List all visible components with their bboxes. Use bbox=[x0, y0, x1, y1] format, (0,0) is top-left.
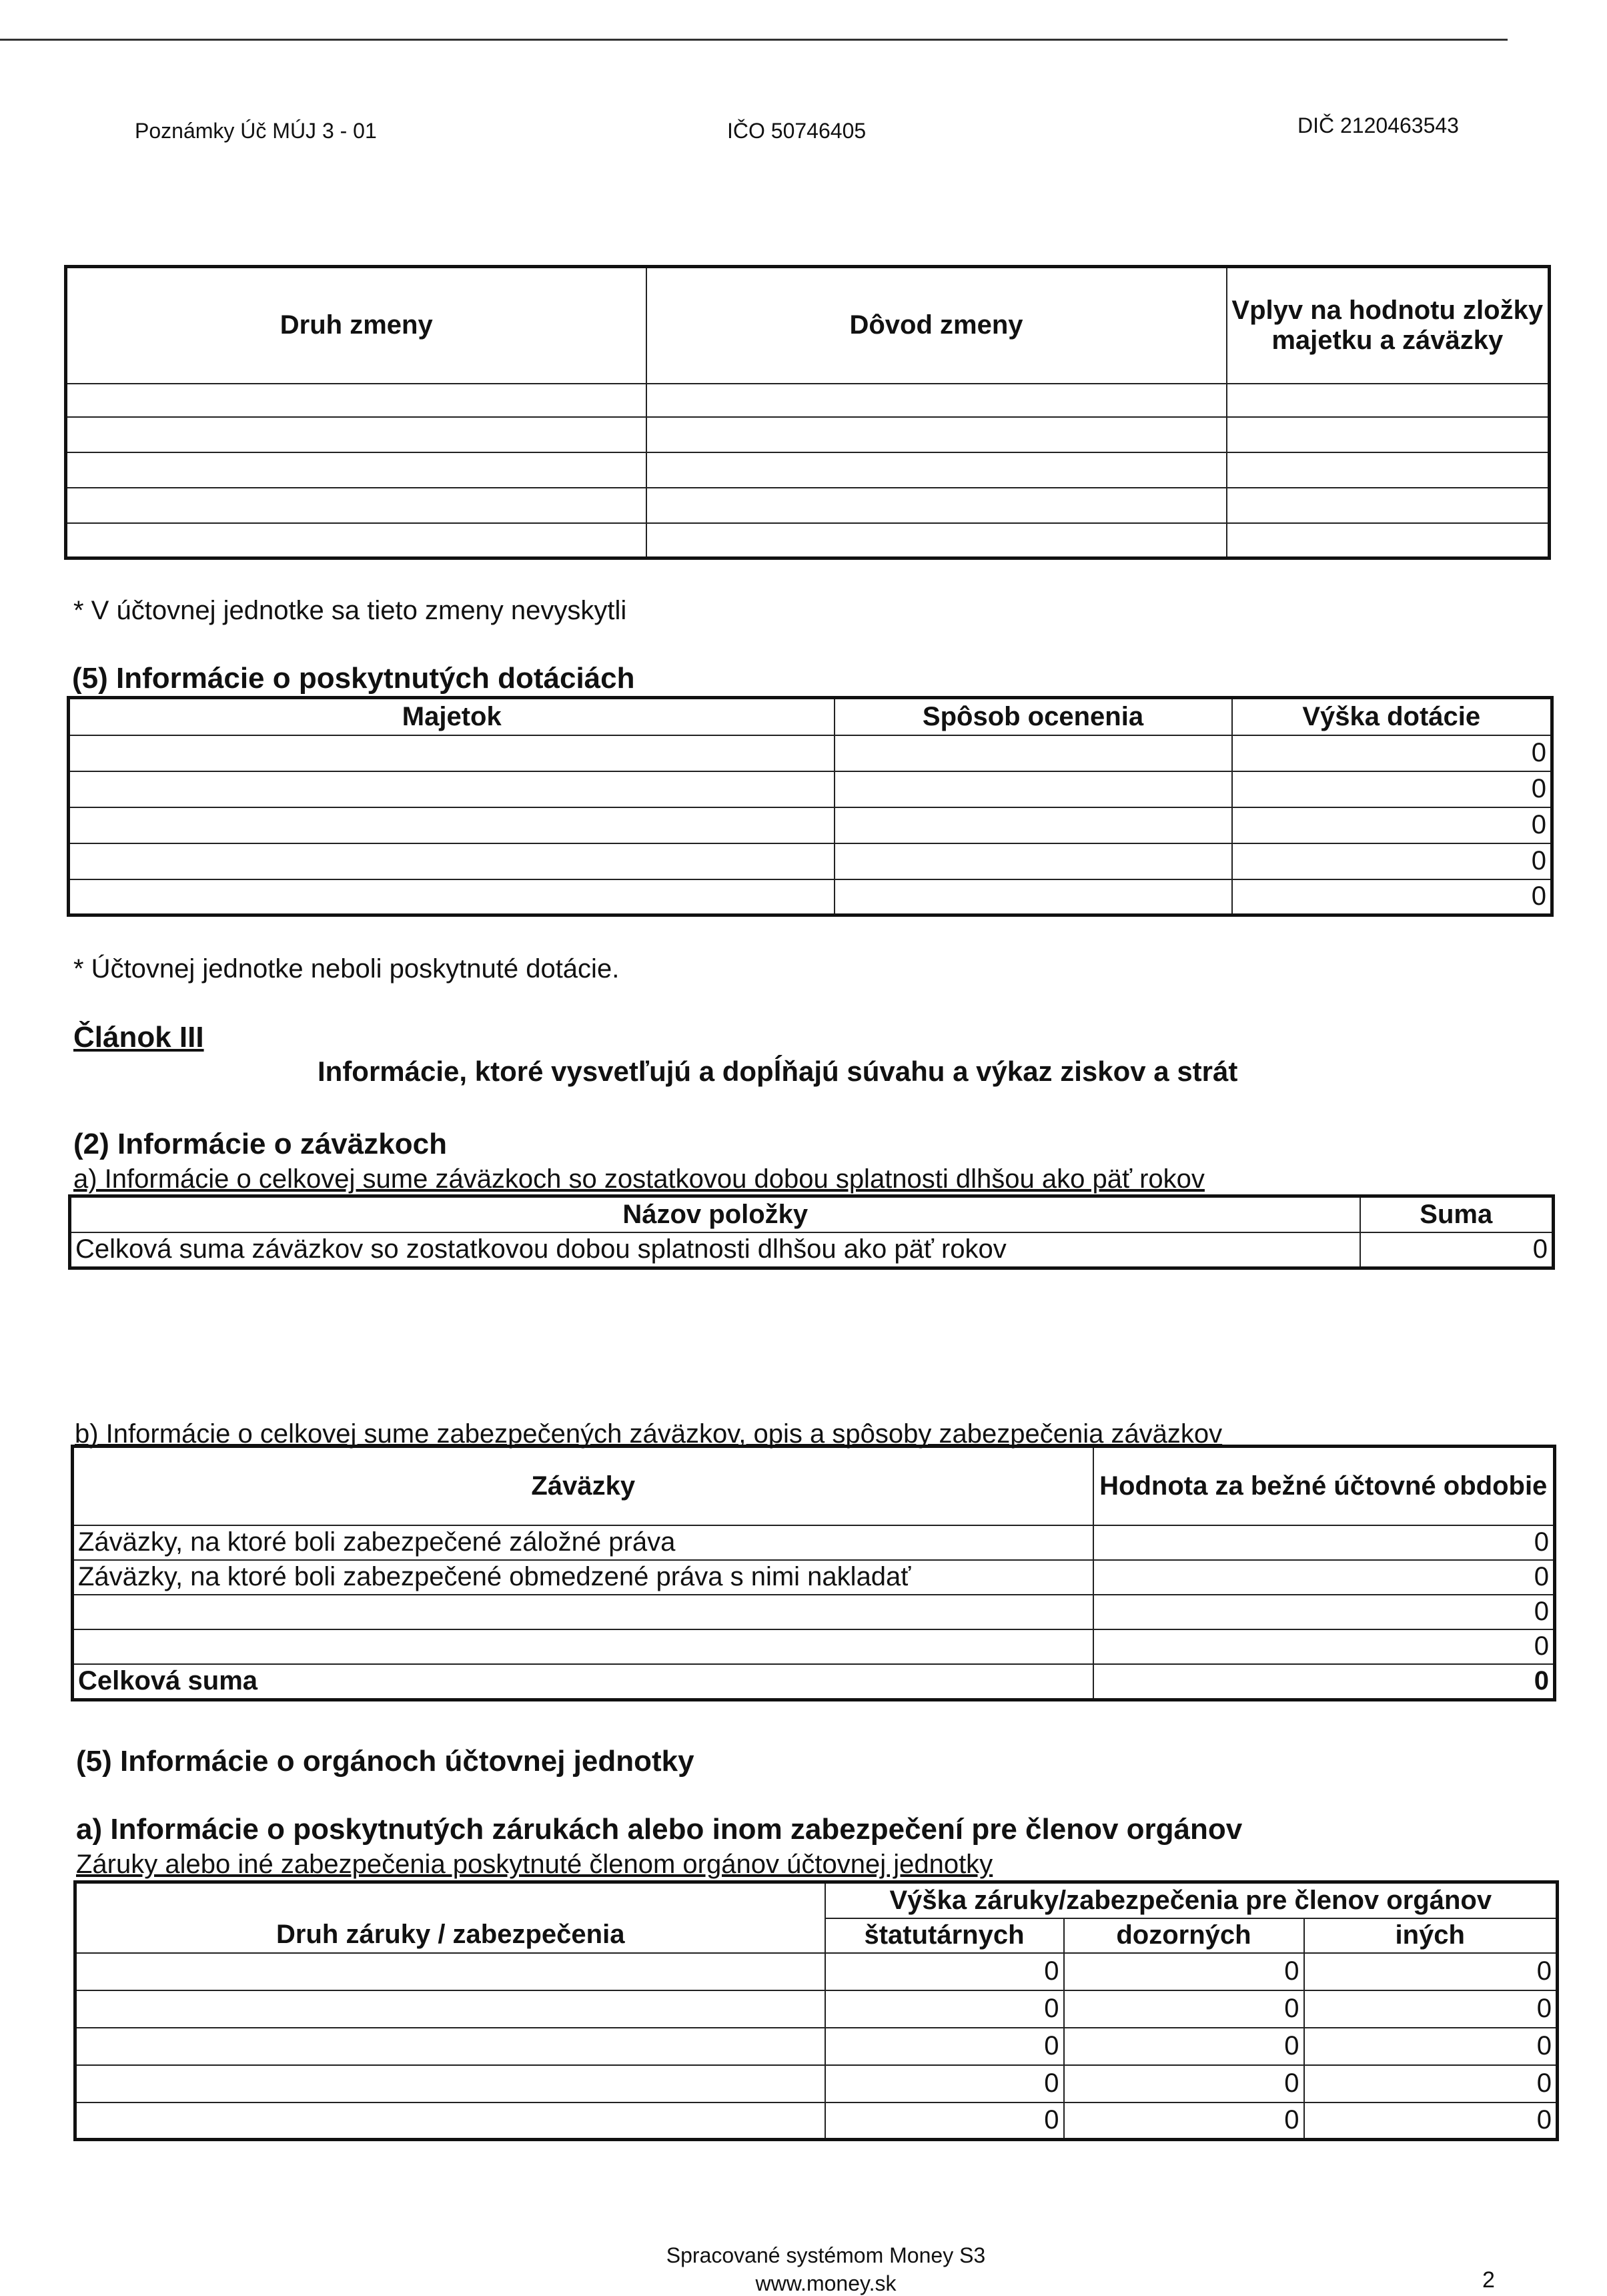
subsidies-table bbox=[67, 696, 1554, 917]
organs-title: (5) Informácie o orgánoch účtovnej jednotky bbox=[76, 1745, 694, 1778]
col-druh-zmeny: Druh zmeny bbox=[66, 267, 646, 384]
article-title: Článok III bbox=[73, 1021, 204, 1054]
organs-a-title: a) Informácie o poskytnutých zárukách alebo inom zabezpečení pre členov orgánov bbox=[76, 1813, 1243, 1846]
table-row: 0 0 0 bbox=[75, 2028, 1558, 2065]
long-term-liabilities-table bbox=[68, 1194, 1555, 1270]
dic-label: DIČ 2120463543 bbox=[1297, 113, 1459, 137]
table-row: 0 bbox=[73, 1595, 1555, 1629]
total-row: Celková suma 0 bbox=[73, 1664, 1555, 1700]
liabilities-title: (2) Informácie o záväzkoch bbox=[73, 1128, 447, 1160]
table-row: 0 bbox=[69, 879, 1552, 915]
table-row: 0 0 0 bbox=[75, 1990, 1558, 2028]
table-row: Záväzky, na ktoré boli zabezpečené obmedzené práva s nimi nakladať 0 bbox=[73, 1560, 1555, 1595]
guarantees-table bbox=[73, 1880, 1559, 2141]
col-hodnota: Hodnota za bežné účtovné obdobie bbox=[1093, 1447, 1555, 1525]
col-vyska-dotacie: Výška dotácie bbox=[1232, 698, 1552, 735]
col-druh-zaruky: Druh záruky / zabezpečenia bbox=[75, 1882, 825, 1953]
table-row: 0 bbox=[73, 1629, 1555, 1664]
table-row bbox=[66, 523, 1550, 558]
col-zavazky: Záväzky bbox=[73, 1447, 1093, 1525]
col-vplyv: Vplyv na hodnotu zložky majetku a záväzky bbox=[1227, 267, 1550, 384]
col-vyska-zaruky: Výška záruky/zabezpečenia pre členov orgánov bbox=[825, 1882, 1558, 1918]
table-row bbox=[66, 417, 1550, 452]
table-row: 0 bbox=[69, 735, 1552, 771]
table-row: 0 bbox=[69, 771, 1552, 807]
page-number: 2 bbox=[1482, 2267, 1495, 2293]
col-majetok: Majetok bbox=[69, 698, 835, 735]
table-row: 0 bbox=[69, 843, 1552, 879]
liabilities-b-text: b) Informácie o celkovej sume zabezpečených záväzkov, opis a spôsoby zabezpečenia záväzkov bbox=[75, 1419, 1223, 1449]
col-inych: iných bbox=[1304, 1918, 1558, 1953]
changes-table bbox=[64, 265, 1551, 560]
col-nazov-polozky: Názov položky bbox=[70, 1196, 1360, 1232]
table-row bbox=[66, 384, 1550, 417]
subsidies-title: (5) Informácie o poskytnutých dotáciách bbox=[72, 662, 635, 695]
table-row bbox=[66, 488, 1550, 523]
note-no-changes: * V účtovnej jednotke sa tieto zmeny nevyskytli bbox=[73, 596, 627, 625]
liabilities-a-text: a) Informácie o celkovej sume záväzkoch so zostatkovou dobou splatnosti dlhšou ako päť rokov bbox=[73, 1164, 1205, 1194]
table-row: Celková suma záväzkov so zostatkovou dobou splatnosti dlhšou ako päť rokov 0 bbox=[70, 1232, 1554, 1268]
table-row: 0 0 0 bbox=[75, 2065, 1558, 2102]
table-row: 0 0 0 bbox=[75, 1953, 1558, 1990]
note-no-subsidies: * Účtovnej jednotke neboli poskytnuté dotácie. bbox=[73, 954, 620, 984]
col-sposob-ocenenia: Spôsob ocenenia bbox=[835, 698, 1232, 735]
table-row: 0 bbox=[69, 807, 1552, 843]
table-row: 0 0 0 bbox=[75, 2102, 1558, 2140]
col-dovod-zmeny: Dôvod zmeny bbox=[646, 267, 1227, 384]
col-statutarnych: štatutárnych bbox=[825, 1918, 1064, 1953]
col-dozornych: dozorných bbox=[1064, 1918, 1304, 1953]
table-row: Záväzky, na ktoré boli zabezpečené záložné práva 0 bbox=[73, 1525, 1555, 1560]
ico-label: IČO 50746405 bbox=[727, 119, 867, 143]
table-row bbox=[66, 452, 1550, 488]
article-subtitle: Informácie, ktoré vysvetľujú a dopĺňajú súvahu a výkaz ziskov a strát bbox=[318, 1056, 1238, 1087]
footer-website: www.money.sk bbox=[755, 2271, 897, 2295]
doc-reference: Poznámky Úč MÚJ 3 - 01 bbox=[135, 119, 377, 143]
col-suma: Suma bbox=[1360, 1196, 1554, 1232]
scan-edge-line bbox=[0, 39, 1508, 41]
organs-a-text: Záruky alebo iné zabezpečenia poskytnuté členom orgánov účtovnej jednotky bbox=[76, 1850, 993, 1879]
footer-system: Spracované systémom Money S3 bbox=[666, 2243, 986, 2267]
secured-liabilities-table bbox=[71, 1445, 1556, 1701]
